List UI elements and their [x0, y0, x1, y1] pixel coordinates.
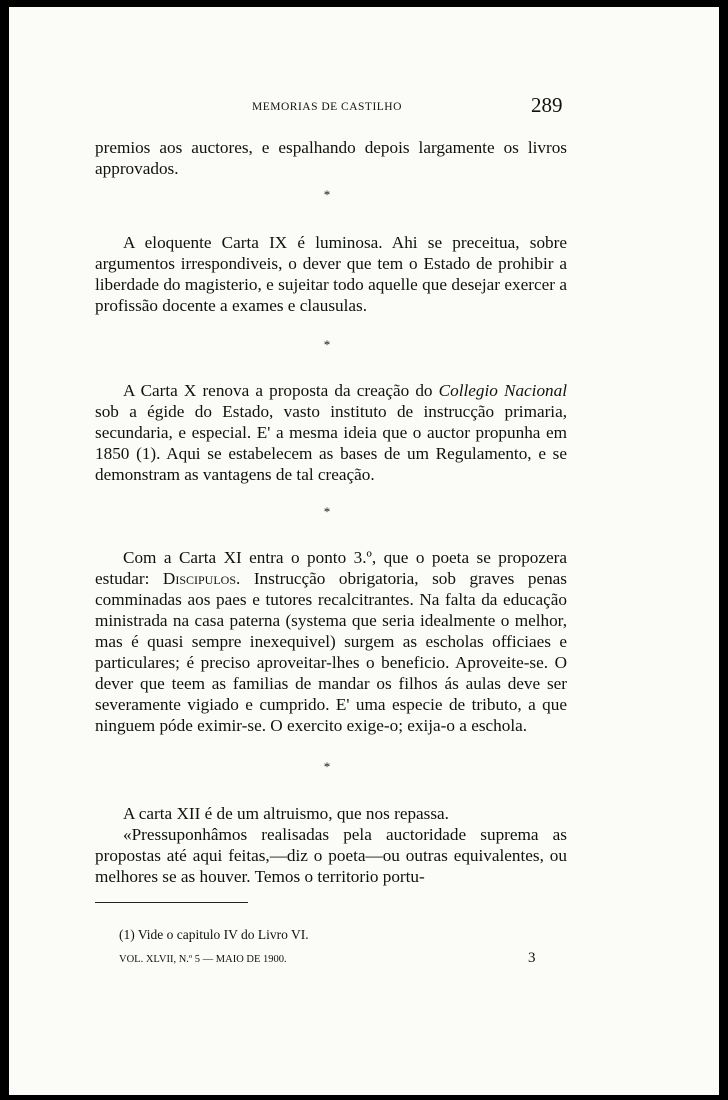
footnote-rule — [95, 902, 248, 903]
paragraph-4-part-b: . Instrucção obrigatoria, sob graves penas comminadas aos paes e tutores recalcitrantes. Na falta da educação ministrada na casa paterna (systema que seria idealmente o melhor, mas é quasi sempre inexequivel) surgem as escholas officiaes e particulares; é preciso aproveitar-lhes o beneficio. Aproveite-se. O dever que teem as familias de mandar os filhos ás aulas deve ser severamente vigiado e cumprido. E' uma especie de tributo, a que ninguem póde eximir-se. O exercito exige-o; exija-o a eschola. — [95, 569, 567, 735]
section-separator-2: * — [323, 337, 331, 352]
collegio-nacional-italic: Collegio Nacional — [438, 381, 567, 400]
paragraph-3-text — [95, 380, 567, 485]
page-number: 289 — [531, 93, 563, 117]
volume-imprint — [119, 950, 287, 966]
discipulos-smallcaps: Discipulos — [162, 569, 237, 588]
paragraph-4-part-a: Com a Carta XI entra o ponto 3.º, que o poeta se propozera estudar: — [95, 548, 567, 588]
footnote: (1) Vide o capitulo IV do Livro VI. — [119, 927, 309, 942]
section-separator-1: * — [323, 187, 331, 202]
paragraph-3-part-a: A Carta X renova a proposta da creação do — [123, 381, 439, 400]
paragraph-5-text: A carta XII é de um altruismo, que nos repassa. — [123, 804, 449, 823]
paragraph-1-text: premios aos auctores, e espalhando depois largamente os livros approvados. — [95, 138, 567, 178]
paragraph-6-text: «Pressuponhâmos realisadas pela auctoridade suprema as propostas até aqui feitas,—diz o poeta—ou outras equivalentes, ou melhores se as houver. Temos o territorio portu- — [95, 825, 567, 886]
section-separator-4: * — [323, 759, 331, 774]
paragraph-4 — [95, 547, 567, 736]
paragraph-2 — [95, 232, 567, 316]
signature-mark: 3 — [528, 950, 536, 966]
paragraph-3-part-b: sob a égide do Estado, vasto instituto de instrucção primaria, secundaria, e especial. E' a mesma ideia que o auctor propunha em 1850 (1). Aqui se estabelecem as bases de um Regulamento, e se demonstram as vantagens de tal creação. — [95, 402, 567, 484]
paragraph-4-text — [95, 547, 567, 736]
page-header — [9, 93, 719, 123]
paragraph-2-text: A eloquente Carta IX é luminosa. Ahi se preceitua, sobre argumentos irrespondiveis, o dever que tem o Estado de prohibir a liberdade do magisterio, e sujeitar todo aquelle que desejar exercer a profissão docente a exames e clausulas. — [95, 233, 567, 315]
paragraph-3 — [95, 380, 567, 485]
volume-imprint-text: VOL. XLVII, N.º 5 — MAIO DE 1900. — [119, 954, 287, 965]
running-title: MEMORIAS DE CASTILHO — [252, 101, 402, 113]
section-separator-3: * — [323, 504, 331, 519]
paragraph-1 — [95, 137, 567, 179]
book-page — [9, 7, 719, 1095]
paragraph-5 — [95, 803, 567, 887]
